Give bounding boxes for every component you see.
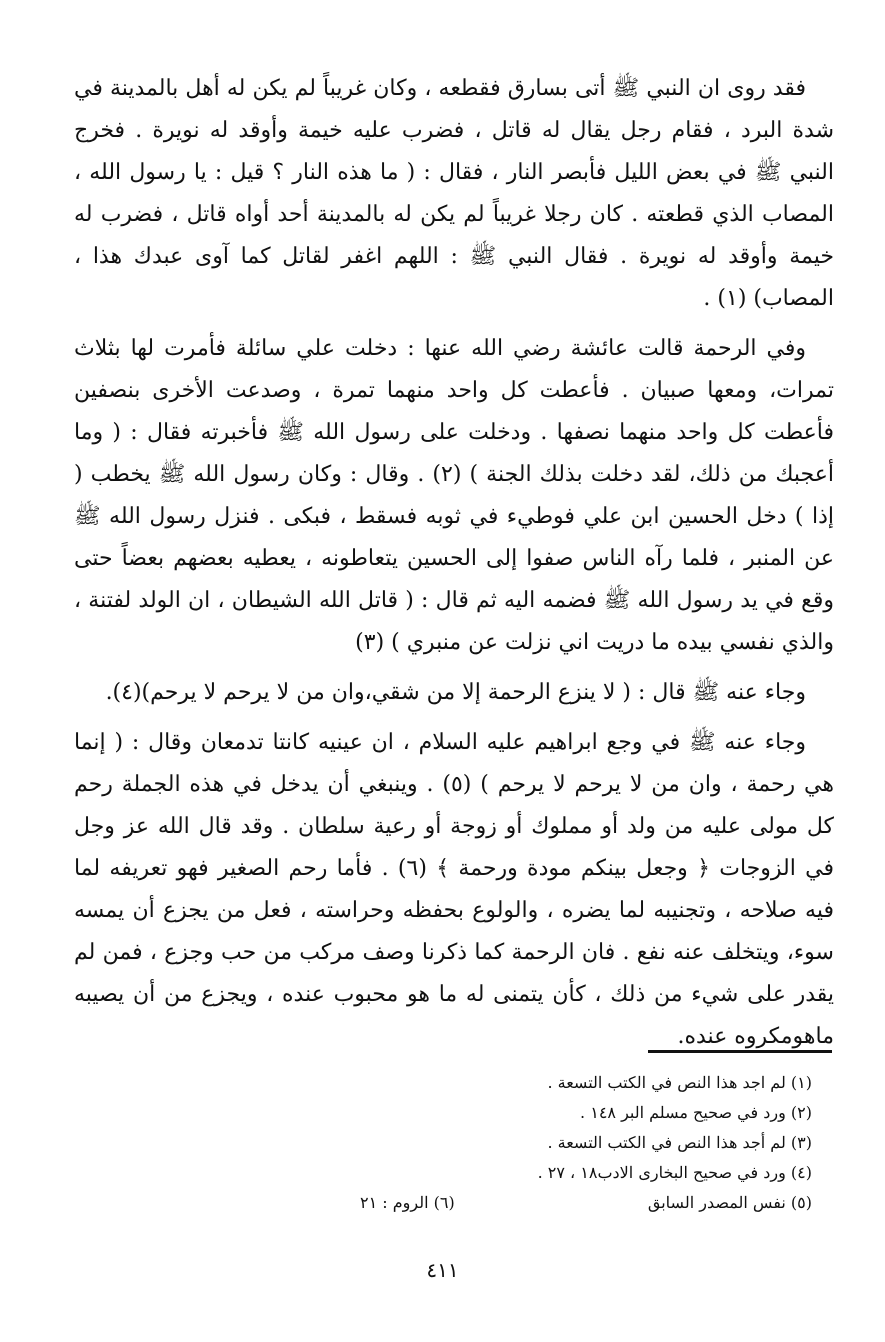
footnotes bbox=[360, 1068, 812, 1218]
footnote-6: (٦) الروم : ٢١ bbox=[360, 1193, 455, 1212]
paragraph-4: وجاء عنه ﷺ في وجع ابراهيم عليه السلام ، ان عينيه كانتا تدمعان وقال : ( إنما هي رحمة ، وان من لا يرحم لا يرحم ) (٥) . وينبغي أن يدخل في هذه الجملة رحم كل مولى عليه من ولد أو مملوك أو زوجة أو رعية سلطان . وقد قال الله عز وجل في الزوجات ﴿ وجعل بينكم مودة ورحمة ﴾ (٦) . فأما رحم الصغير فهو تعريفه لما فيه صلاحه ، وتجنيبه لما يضره ، والولوع بحفظه وحراسته ، فعل من يجزع أن يمسه سوء، ويتخلف عنه نفع . فان الرحمة كما ذكرنا وصف مركب من حب وجزع ، فمن لم يقدر على شيء من ذلك ، كأن يتمنى له ما هو محبوب عنده ، ويجزع من أن يصيبه ماهومكروه عنده. bbox=[74, 730, 834, 1049]
paragraph-1: فقد روى ان النبي ﷺ أتى بسارق فقطعه ، وكان غريباً لم يكن له أهل بالمدينة في شدة البرد ، فقام رجل يقال له قاتل ، فضرب عليه خيمة وأوقد له نويرة . فخرج النبي ﷺ في بعض الليل فأبصر النار ، فقال : ( ما هذه النار ؟ قيل : يا رسول الله ، المصاب الذي قطعته . كان رجلا غريباً لم يكن له بالمدينة أحد أواه قاتل ، فضرب له خيمة وأوقد له نويرة . فقال النبي ﷺ : اللهم اغفر لقاتل كما آوى عبدك هذا ، المصاب) (١) . bbox=[74, 76, 834, 311]
paragraph-3: وجاء عنه ﷺ قال : ( لا ينزع الرحمة إلا من شقي،وان من لا يرحم لا يرحم)(٤). bbox=[105, 680, 806, 705]
main-text bbox=[74, 68, 834, 1066]
footnote-5: (٥) نفس المصدر السابق bbox=[647, 1193, 812, 1212]
footnote-4: (٤) ورد في صحيح البخارى الادب١٨ ، ٢٧ . bbox=[537, 1163, 812, 1182]
footnote-3: (٣) لم أجد هذا النص في الكتب التسعة . bbox=[547, 1133, 812, 1152]
footnote-2: (٢) ورد في صحيح مسلم البر ١٤٨ . bbox=[580, 1103, 812, 1122]
paragraph-2: وفي الرحمة قالت عائشة رضي الله عنها : دخلت علي سائلة فأمرت لها بثلاث تمرات، ومعها صبيان . فأعطت كل واحد منهما تمرة ، وصدعت الأخرى بنصفين فأعطت كل واحد منهما نصفها . ودخلت على رسول الله ﷺ فأخبرته فقال : ( وما أعجبك من ذلك، لقد دخلت بذلك الجنة ) (٢) . وقال : وكان رسول الله ﷺ يخطب ( إذا ) دخل الحسين ابن علي فوطيء في ثوبه فسقط ، فبكى . فنزل رسول الله ﷺ عن المنبر ، فلما رآه الناس صفوا إلى الحسين يتعاطونه ، يعطيه بعضهم بعضاً حتى وقع في يد رسول الله ﷺ فضمه اليه ثم قال : ( قاتل الله الشيطان ، ان الولد لفتنة ، والذي نفسي بيده ما دريت اني نزلت عن منبري ) (٣) bbox=[74, 336, 834, 655]
page-number: ٤١١ bbox=[426, 1258, 459, 1282]
footnote-divider bbox=[648, 1050, 832, 1053]
footnote-row-5-6 bbox=[360, 1188, 812, 1218]
footnote-1: (١) لم اجد هذا النص في الكتب التسعة . bbox=[547, 1073, 812, 1092]
